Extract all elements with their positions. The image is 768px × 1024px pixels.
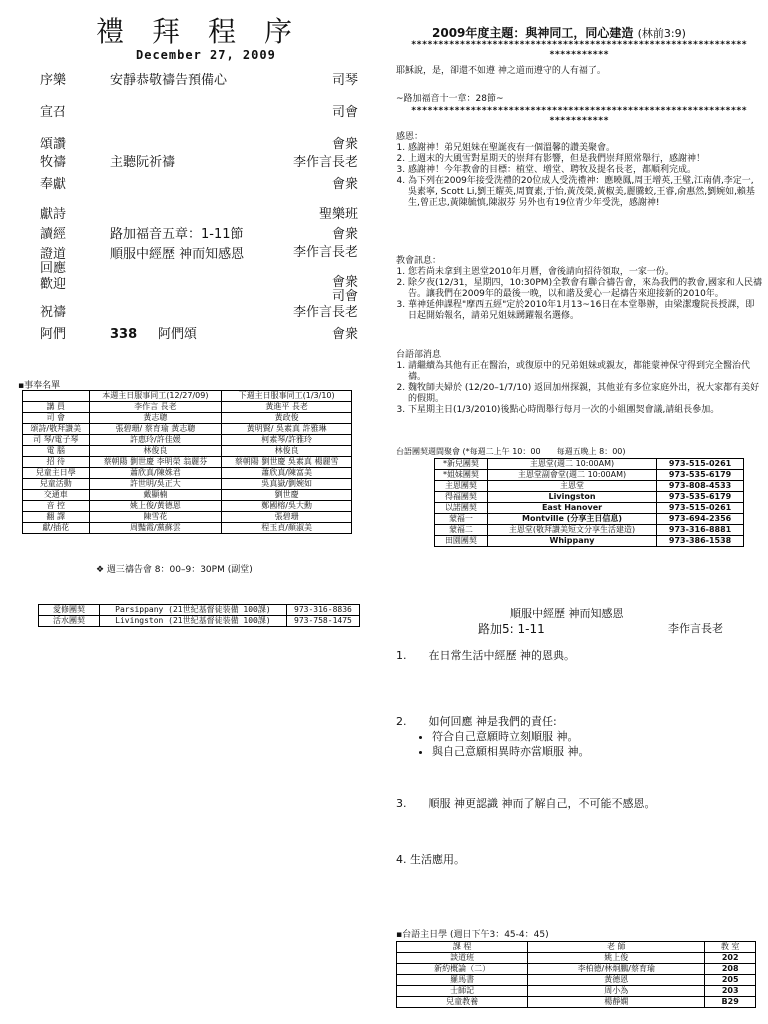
- table-row: [435, 525, 744, 536]
- table-row: [23, 468, 352, 479]
- sermon-point: 4. 生活應用。: [396, 853, 465, 866]
- verse: 耶穌說，是，卻還不如遵 神之道而遵守的人有福了。: [396, 66, 606, 76]
- table-row: [39, 616, 360, 627]
- fellowship-table: [38, 604, 360, 627]
- list-item: 1. 感謝神！弟兄姐妹在聖誕夜有一個溫馨的讚美聚會。: [408, 143, 762, 154]
- table-header-cell: [23, 391, 90, 402]
- table-row: [435, 470, 744, 481]
- order-label: 奉獻: [40, 177, 67, 192]
- table-cell: 李柏德/林炯鵬/蔡育瑜: [528, 964, 705, 975]
- table-cell: 電 腦: [23, 446, 90, 457]
- table-cell: 士師記: [397, 986, 528, 997]
- table-cell: 208: [705, 964, 756, 975]
- sunday-school-table: [396, 941, 756, 1008]
- table-row: [23, 446, 352, 457]
- table-row: [23, 402, 352, 413]
- list-item: 2. 上週末的大風雪對星期天的崇拜有影響，但是我們崇拜照常舉行，感謝神！: [408, 154, 762, 165]
- table-row: [397, 953, 756, 964]
- sermon-point: [396, 714, 590, 759]
- star-divider: ************************************************************** ***********: [411, 40, 747, 60]
- table-cell: 黃明賢/ 吳素真 許雅琳: [222, 424, 352, 435]
- table-cell: 周豔霞/黨蘇雲: [89, 523, 222, 534]
- table-cell: 973-808-4533: [657, 481, 744, 492]
- table-cell: 主恩團契: [435, 481, 488, 492]
- list-item: 3. 感謝神！今年教會的目標：植堂、增堂、聘牧及提名長老，都順利完成。: [408, 165, 762, 176]
- order-person: 會衆: [331, 327, 358, 342]
- right-column: [378, 0, 768, 1024]
- order-person: 李作言長老: [292, 305, 358, 320]
- order-label: 阿們: [40, 327, 67, 342]
- table-header-cell: 課 程: [397, 942, 528, 953]
- table-row: [397, 997, 756, 1008]
- theme-label: 2009年度主題：與神同工，同心建造: [432, 26, 634, 40]
- list-item: 1. 您若尚未拿到主恩堂2010年月曆，會後請向招待領取，一家一份。: [408, 267, 762, 278]
- table-cell: Parsippany (21世紀基督徒装備 100課): [100, 605, 287, 616]
- table-row: [23, 523, 352, 534]
- table-cell: 蔡朝陽 劉世慶 李明榮 翁麗芬: [89, 457, 222, 468]
- table-cell: 張碧珊: [222, 512, 352, 523]
- table-cell: 黃進平 長老: [222, 402, 352, 413]
- sermon-point: 3. 順服 神更認識 神而了解自己，不可能不感恩。: [396, 797, 656, 810]
- table-row: [435, 492, 744, 503]
- table-cell: 鄭國榕/吳大勳: [222, 501, 352, 512]
- prayer-meeting-note: ❖ 週三禱告會 8：00–9：30PM (副堂): [96, 565, 253, 575]
- year-theme: [432, 24, 686, 41]
- order-label: 牧禱: [40, 155, 67, 170]
- table-cell: 頌詩/敬拜讚美: [23, 424, 90, 435]
- table-cell: 姚上俊/黃德恩: [89, 501, 222, 512]
- table-cell: 973-316-8881: [657, 525, 744, 536]
- taiyu-heading: 台語部消息: [396, 350, 442, 360]
- order-item: 路加福音五章：1-11節: [110, 227, 244, 242]
- sermon-scripture: 路加5: 1-11: [478, 622, 545, 636]
- list-item: • 符合自己意願時立刻順服 神。: [432, 729, 590, 744]
- table-row: [23, 457, 352, 468]
- order-person: 司琴: [331, 73, 358, 88]
- table-cell: 兒童活動: [23, 479, 90, 490]
- sunday-school-heading: ▪台語主日學 (週日下午3：45-4：45): [396, 930, 549, 940]
- table-cell: 973-535-6179: [657, 492, 744, 503]
- table-cell: 205: [705, 975, 756, 986]
- table-cell: 劉世慶: [222, 490, 352, 501]
- table-cell: 程玉貞/顏淑美: [222, 523, 352, 534]
- table-cell: 973-386-1538: [657, 536, 744, 547]
- table-cell: 蒙福二: [435, 525, 488, 536]
- order-person: 聖樂班: [318, 207, 358, 222]
- order-label: 獻詩: [40, 207, 67, 222]
- table-cell: 田園團契: [435, 536, 488, 547]
- table-cell: 黃志聰: [89, 413, 222, 424]
- table-row: [39, 605, 360, 616]
- table-cell: 新約概論（二）: [397, 964, 528, 975]
- table-cell: 周小為: [528, 986, 705, 997]
- table-cell: 以諾團契: [435, 503, 488, 514]
- order-label: 宣召: [40, 105, 67, 120]
- order-item: 主聽阮祈禱: [110, 155, 176, 170]
- table-cell: 203: [705, 986, 756, 997]
- order-label: 祝禱: [40, 305, 67, 320]
- star-divider: ************************************************************** ***********: [411, 106, 747, 126]
- table-header-row: [23, 391, 352, 402]
- service-date: December 27, 2009: [136, 48, 276, 62]
- table-cell: 柯素琴/許雅玲: [222, 435, 352, 446]
- table-cell: 973-515-0261: [657, 503, 744, 514]
- table-cell: 許惠玲/許佳媛: [89, 435, 222, 446]
- table-row: [397, 986, 756, 997]
- table-cell: 楊靜嫻: [528, 997, 705, 1008]
- table-header-cell: 下週主日服事同工(1/3/10): [222, 391, 352, 402]
- table-header-cell: 老 師: [528, 942, 705, 953]
- table-cell: 主恩堂(週二 10:00AM): [487, 459, 656, 470]
- thanks-heading: 感恩：: [396, 132, 424, 142]
- table-cell: 張碧珊/ 蔡育瑜 黃志聰: [89, 424, 222, 435]
- table-cell: 司 會: [23, 413, 90, 424]
- list-item: 2. 魏牧師夫婦於 (12/20–1/7/10) 返回加州探親，其他並有多位家庭外出，祝大家都有美好的假期。: [408, 383, 762, 405]
- table-row: [23, 413, 352, 424]
- sermon-point: 1. 在日常生活中經歷 神的恩典。: [396, 649, 575, 662]
- table-cell: 主恩堂副會堂(週二 10:00AM): [487, 470, 656, 481]
- sermon-title: 順服中經歷 神而知感恩: [510, 607, 624, 620]
- table-cell: 吳真嶽/劉婉如: [222, 479, 352, 490]
- table-cell: 兒童主日學: [23, 468, 90, 479]
- table-cell: 李作言 長老: [89, 402, 222, 413]
- table-cell: 973-694-2356: [657, 514, 744, 525]
- order-label: 序樂: [40, 73, 67, 88]
- order-person: 會衆: [331, 177, 358, 192]
- table-row: [397, 975, 756, 986]
- news-heading: 教會訊息：: [396, 256, 442, 266]
- table-cell: 得福團契: [435, 492, 488, 503]
- fellowship-meeting-heading: 台語團契週間聚會 (*每週二上午 10：00 每週五晚上 8：00): [396, 447, 626, 456]
- table-cell: 林俊良: [222, 446, 352, 457]
- hymn-number: 338: [110, 327, 138, 342]
- order-person: 會衆: [331, 275, 358, 290]
- table-cell: 招 待: [23, 457, 90, 468]
- order-label: 回應: [40, 261, 67, 276]
- taiyu-news-section: [396, 350, 762, 416]
- table-cell: 主恩堂(敬拜讚美短文分享生活建造): [487, 525, 656, 536]
- table-cell: 林俊良: [89, 446, 222, 457]
- table-cell: 羅馬書: [397, 975, 528, 986]
- table-cell: 兒童教養: [397, 997, 528, 1008]
- table-row: [435, 459, 744, 470]
- table-cell: 973-535-6179: [657, 470, 744, 481]
- order-person: 李作言長老: [292, 245, 358, 260]
- table-cell: 音 控: [23, 501, 90, 512]
- table-cell: B29: [705, 997, 756, 1008]
- table-cell: 戴顯楠: [89, 490, 222, 501]
- order-person: 會衆: [331, 137, 358, 152]
- table-row: [23, 479, 352, 490]
- table-header-row: [397, 942, 756, 953]
- table-cell: 獻/插花: [23, 523, 90, 534]
- list-item: 4. 為下列在2009年接受洗禮的20位成人受洗禮神：應曉鳳,周王增英,王璧,江南倩,李定一,吳素寧, Scott Li,劉王耀英,周寶素,于怡,黃茂榮,黃椒美,麗騰蛟,王睿,俞惠然,劉婉如,賴基生,曾正忠,黃陳毓慎,陳淑芬 另外也有19位青少年受洗，感謝神!: [408, 176, 762, 209]
- table-cell: 蕭欣真/陳富美: [222, 468, 352, 479]
- fellowship-meeting-table: [434, 458, 744, 547]
- list-item: 1. 請繼續為其他有正在醫治，或復原中的兄弟姐妹或親友，都能蒙神保守得到完全醫治代禱。: [408, 361, 762, 383]
- order-person: 司會: [331, 105, 358, 120]
- order-label: 證道: [40, 247, 67, 262]
- table-row: [23, 512, 352, 523]
- table-cell: 蒙福一: [435, 514, 488, 525]
- table-cell: 973-515-0261: [657, 459, 744, 470]
- table-cell: 司 琴/電子琴: [23, 435, 90, 446]
- order-label: 頌讚: [40, 137, 67, 152]
- list-item: 3. 下星期主日(1/3/2010)後點心時間舉行每月一次的小組團契會議,請組長參加。: [408, 405, 762, 416]
- verse-reference: ~路加福音十一章：28節~: [396, 94, 504, 104]
- table-row: [435, 503, 744, 514]
- order-person: 司會: [331, 289, 358, 304]
- list-item: 2. 除夕夜(12/31，星期四，10:30PM)全教會有聯合禱告會，來為我們的教會,國家和人民禱告。讓我們在2009年的最後一晚，以和諧及愛心一起禱告來迎接新的2010年。: [408, 278, 762, 300]
- table-cell: 許世明/吳正大: [89, 479, 222, 490]
- table-cell: 活水團契: [39, 616, 100, 627]
- order-label: 讀經: [40, 227, 67, 242]
- table-cell: 愛修團契: [39, 605, 100, 616]
- news-section: [396, 256, 762, 322]
- table-cell: 202: [705, 953, 756, 964]
- page-title: 禮拜程序: [96, 15, 321, 48]
- duty-heading: ▪事奉名單: [18, 381, 61, 391]
- order-person: 會衆: [331, 227, 358, 242]
- table-cell: 交通車: [23, 490, 90, 501]
- sermon-point-text: 2. 如何回應 神是我們的責任:: [396, 715, 557, 728]
- table-cell: *姐妹團契: [435, 470, 488, 481]
- table-row: [23, 424, 352, 435]
- table-cell: 翻 譯: [23, 512, 90, 523]
- list-item: 3. 華神延伸課程"摩西五經"定於2010年1月13~16日在本堂舉辦，由梁潔瓊院長授課，即日起開始報名，請弟兄姐妹踴躍報名選修。: [408, 300, 762, 322]
- order-person: 李作言長老: [292, 155, 358, 170]
- table-row: [435, 536, 744, 547]
- order-item: 安靜恭敬禱告預備心: [110, 73, 228, 88]
- table-cell: Livingston: [487, 492, 656, 503]
- list-item: • 與自己意願相異時亦當順服 神。: [432, 744, 590, 759]
- table-cell: 陳雪花: [89, 512, 222, 523]
- table-cell: *新兒團契: [435, 459, 488, 470]
- theme-reference: (林前3:9): [637, 27, 686, 40]
- table-cell: Livingston (21世紀基督徒装備 100課): [100, 616, 287, 627]
- table-cell: 蕭欣真/陳姝君: [89, 468, 222, 479]
- table-cell: 黃政俊: [222, 413, 352, 424]
- table-cell: 973-758-1475: [286, 616, 359, 627]
- table-cell: 談道班: [397, 953, 528, 964]
- table-row: [23, 435, 352, 446]
- table-row: [435, 481, 744, 492]
- duty-table: [22, 390, 352, 534]
- left-column: [0, 0, 372, 1024]
- table-cell: 主恩堂: [487, 481, 656, 492]
- table-header-cell: 本週主日服事同工(12/27/09): [89, 391, 222, 402]
- order-label: 歡迎: [40, 277, 67, 292]
- table-row: [435, 514, 744, 525]
- table-row: [397, 964, 756, 975]
- order-item: 順服中經歷 神而知感恩: [110, 247, 245, 262]
- table-cell: 黃德恩: [528, 975, 705, 986]
- thanks-section: [396, 132, 762, 209]
- order-item: 阿們頌: [158, 327, 198, 342]
- table-cell: 講 員: [23, 402, 90, 413]
- table-cell: East Hanover: [487, 503, 656, 514]
- table-cell: 973-316-8836: [286, 605, 359, 616]
- table-cell: Whippany: [487, 536, 656, 547]
- table-row: [23, 501, 352, 512]
- table-cell: 蔡朝陽 劉世慶 吳素真 楊麗雪: [222, 457, 352, 468]
- table-row: [23, 490, 352, 501]
- table-cell: 姚上俊: [528, 953, 705, 964]
- table-cell: Montville (分享主日信息): [487, 514, 656, 525]
- sermon-speaker: 李作言長老: [668, 622, 723, 635]
- table-header-cell: 教 室: [705, 942, 756, 953]
